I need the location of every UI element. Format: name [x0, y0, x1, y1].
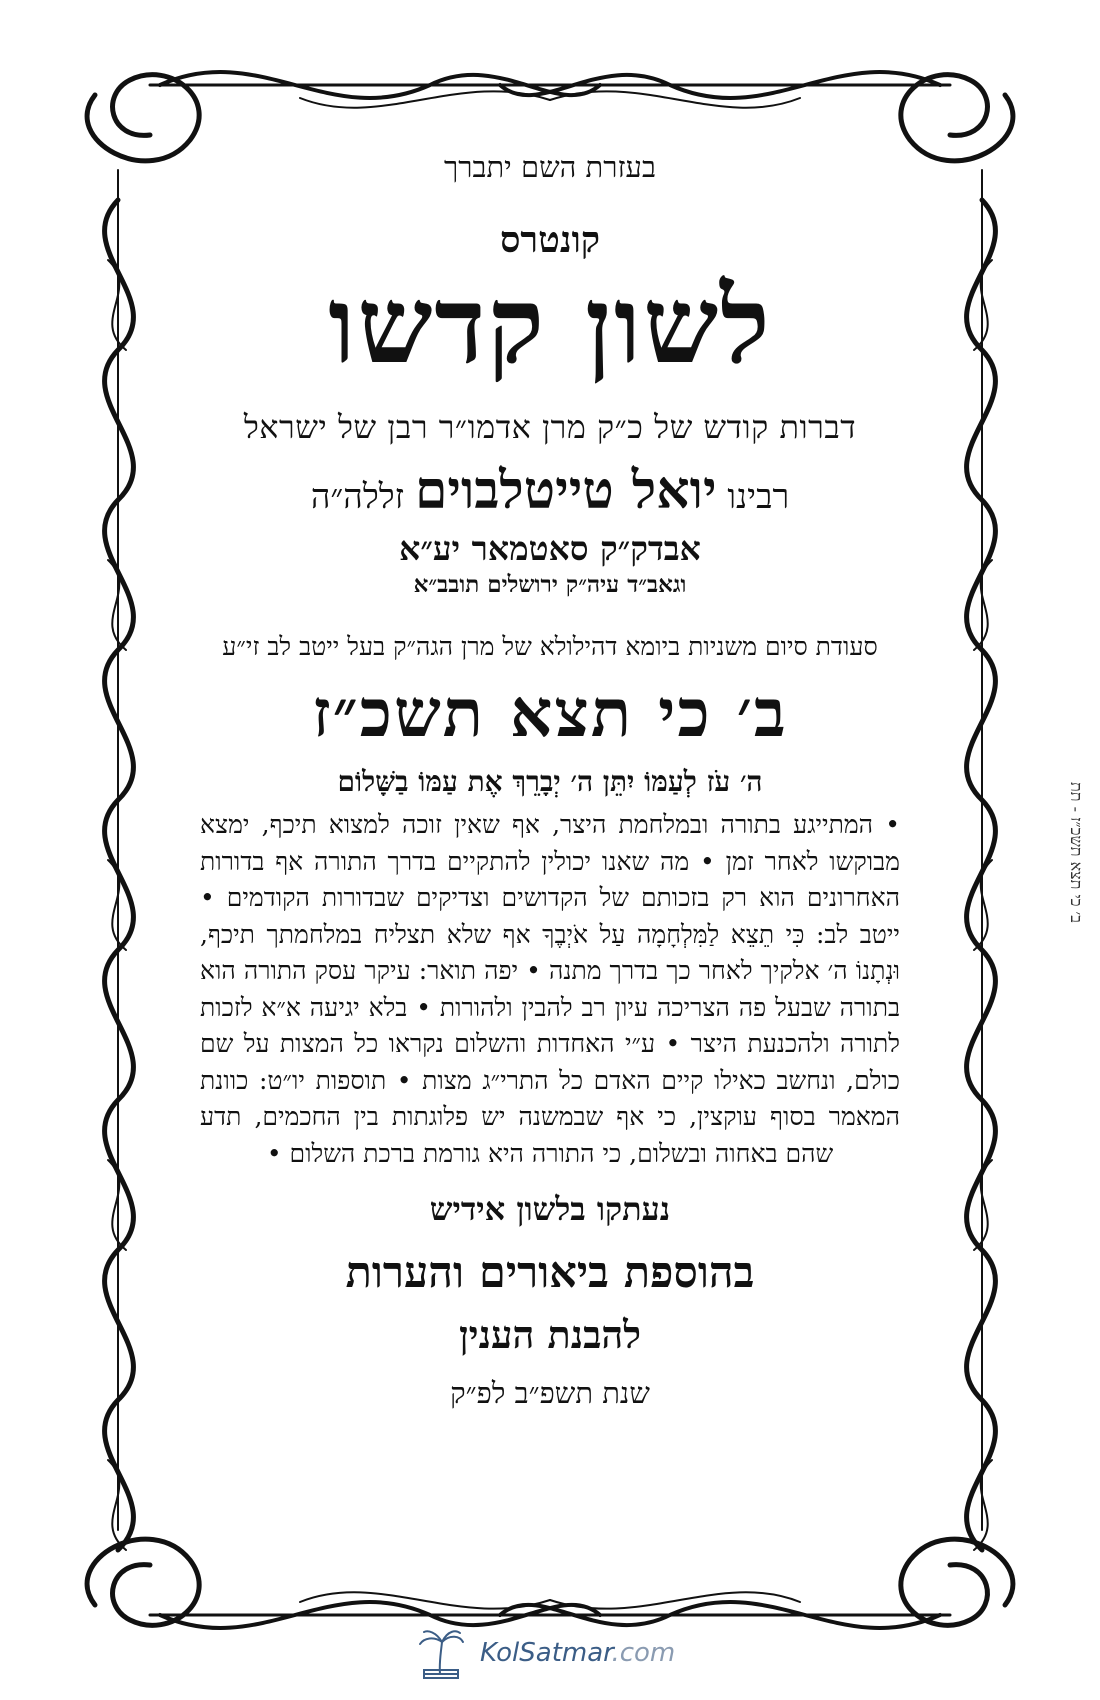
side-running-header: ב׳ כי תצא תשכ״ז - תת	[1067, 781, 1086, 923]
logo-domain: .com	[611, 1638, 676, 1668]
additions-note: בהוספת ביאורים והערות	[345, 1248, 755, 1299]
author-title-1: אבדק״ק סאטמאר יע״א	[399, 529, 701, 569]
author-intro: דברות קודש של כ״ק מרן אדמו״ר רבן של ישראל	[243, 408, 857, 447]
kolsatmar-logo[interactable]	[416, 1628, 716, 1680]
title-page	[200, 150, 900, 1411]
occasion-line: סעודת סיום משניות ביומא דהילולא של מרן הגה״ק בעל ייטב לב זי״ע	[222, 632, 878, 662]
occasion-date: ב׳ כי תצא תשכ״ז	[312, 674, 788, 753]
author-name-line	[200, 460, 900, 521]
booklet-label: קונטרס	[499, 219, 601, 261]
translation-note: נעתקו בלשון אידיש	[429, 1190, 671, 1229]
logo-name: KolSatmar	[480, 1638, 612, 1668]
invocation-line: בעזרת השם יתברך	[444, 150, 656, 184]
author-name: יואל טייטלבוים	[414, 460, 717, 522]
palm-tree-book-icon	[416, 1628, 466, 1680]
verse-heading: ה׳ עֹז לְעַמּוֹ יִתֵּן ה׳ יְבָרֵךְ אֶת עַמּוֹ בַשָּׁלוֹם	[337, 765, 763, 799]
logo-text	[480, 1638, 675, 1668]
author-title-2: וגאב״ד עיה״ק ירושלים תובב״א	[413, 571, 687, 599]
publication-year: שנת תשפ״ב לפ״ק	[450, 1376, 650, 1411]
purpose-note: להבנת הענין	[458, 1312, 642, 1358]
author-suffix: זללה״ה	[310, 477, 405, 518]
page-title: לשון קדשו	[328, 262, 772, 387]
author-prefix: רבינו	[727, 477, 790, 518]
summary-paragraph: • המתייגע בתורה ובמלחמת היצר, אף שאין זוכה למצוא תיכף, ימצא מבוקשו לאחר זמן • מה שאנו יכולין להתקיים בדרך התורה אף בדורות האחרונים הוא רק בזכותם של הקדושים וצדיקים שבדורות הקודמים • ייטב לב: כִּי תֵצֵא לַמִּלְחָמָה עַל אֹיְבֶךָ אף שלא תצליח במלחמתך תיכף, וּנְתָנוֹ ה׳ אלקיך לאחר כך בדרך מתנה • יפה תואר: עיקר עסק התורה הוא בתורה שבעל פה הצריכה עיון רב להבין ולהורות • בלא יגיעה א״א לזכות לתורה ולהכנעת היצר • ע״י האחדות והשלום נקראו כל המצות על שם כולם, ונחשב כאילו קיים האדם כל התרי״ג מצות • תוספות יו״ט: כוונת המאמר בסוף עוקצין, כי אף שבמשנה יש פלוגתות בין החכמים, תדע שהם באחוה ובשלום, כי התורה היא גורמת ברכת השלום •	[200, 810, 900, 1168]
